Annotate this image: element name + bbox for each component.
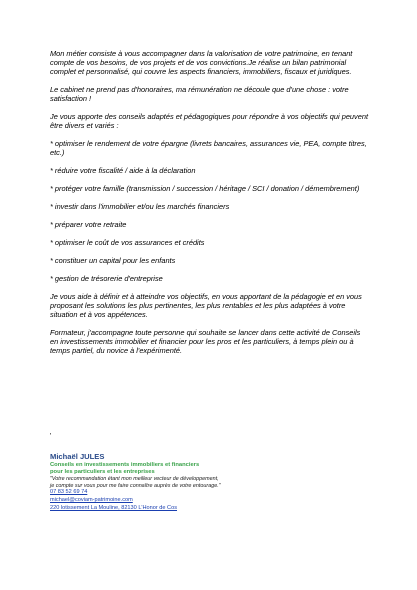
signature-phone-link[interactable]: 07 83 52 69 74 xyxy=(50,489,88,496)
bullet-children: * constituer un capital pour les enfants xyxy=(50,256,176,265)
signature-title-line1: Conseils en investissements immobiliers et financiers xyxy=(50,462,200,468)
paragraph-intro: Mon métier consiste à vous accompagner dans la valorisation de votre patrimoine, en tenant compte de vos besoins, de vos projets et de vos convictions.Je réalise un bilan patrimonial complet et personnalisé, qui couvre les aspects financiers, immobiliers, fiscaux et juridiques. xyxy=(50,49,353,76)
signature-address-link[interactable]: 220 lotissement La Mouline, 82130 L'Honor de Cos xyxy=(50,504,178,511)
bullet-treasury: * gestion de trésorerie d'entreprise xyxy=(50,274,163,283)
signature-title-line2: pour les particuliers et les entreprises xyxy=(50,468,155,475)
signature-quote-line1: "Votre recommandation étant mon meilleur vecteur de développement, xyxy=(50,476,219,483)
document-body xyxy=(50,49,368,364)
bullet-invest: * investir dans l'immobilier et/ou les marchés financiers xyxy=(50,202,230,211)
paragraph-fees: Le cabinet ne prend pas d'honoraires, ma rémunération ne découle que d'une chose : votre satisfaction ! xyxy=(50,85,349,103)
email-signature xyxy=(50,452,380,512)
bullet-insurance: * optimiser le coût de vos assurances et crédits xyxy=(50,238,205,247)
signature-email-link[interactable]: michael@coviam-patrimoine.com xyxy=(50,496,133,503)
paragraph-goals: Je vous aide à définir et à atteindre vos objectifs, en vous apportant de la pédagogie et en vous proposant les solutions les plus pertinentes, les plus rentables et les plus adaptées à votre situation et à vos appétences. xyxy=(50,292,362,319)
signature-name: Michaël JULES xyxy=(50,452,105,461)
bullet-taxes: * réduire votre fiscalité / aide à la déclaration xyxy=(50,166,196,175)
bullet-retirement: * préparer votre retraite xyxy=(50,220,127,229)
signature-quote-line2: je compte sur vous pour me faire connaître auprès de votre entourage." xyxy=(50,482,221,489)
separator-mark: ' xyxy=(50,433,52,440)
paragraph-advice: Je vous apporte des conseils adaptés et pédagogiques pour répondre à vos objectifs qui peuvent être divers et variés : xyxy=(50,112,369,130)
paragraph-trainer: Formateur, j'accompagne toute personne qui souhaite se lancer dans cette activité de Conseils en investissements immobilier et financier pour les pros et les particuliers, à temps plein ou à temps partiel, du novice à l'expérimenté. xyxy=(50,328,361,355)
bullet-family: * protéger votre famille (transmission / succession / héritage / SCI / donation / démembrement) xyxy=(50,184,360,193)
bullet-savings: * optimiser le rendement de votre épargne (livrets bancaires, assurances vie, PEA, compte titres, etc.) xyxy=(50,139,367,157)
